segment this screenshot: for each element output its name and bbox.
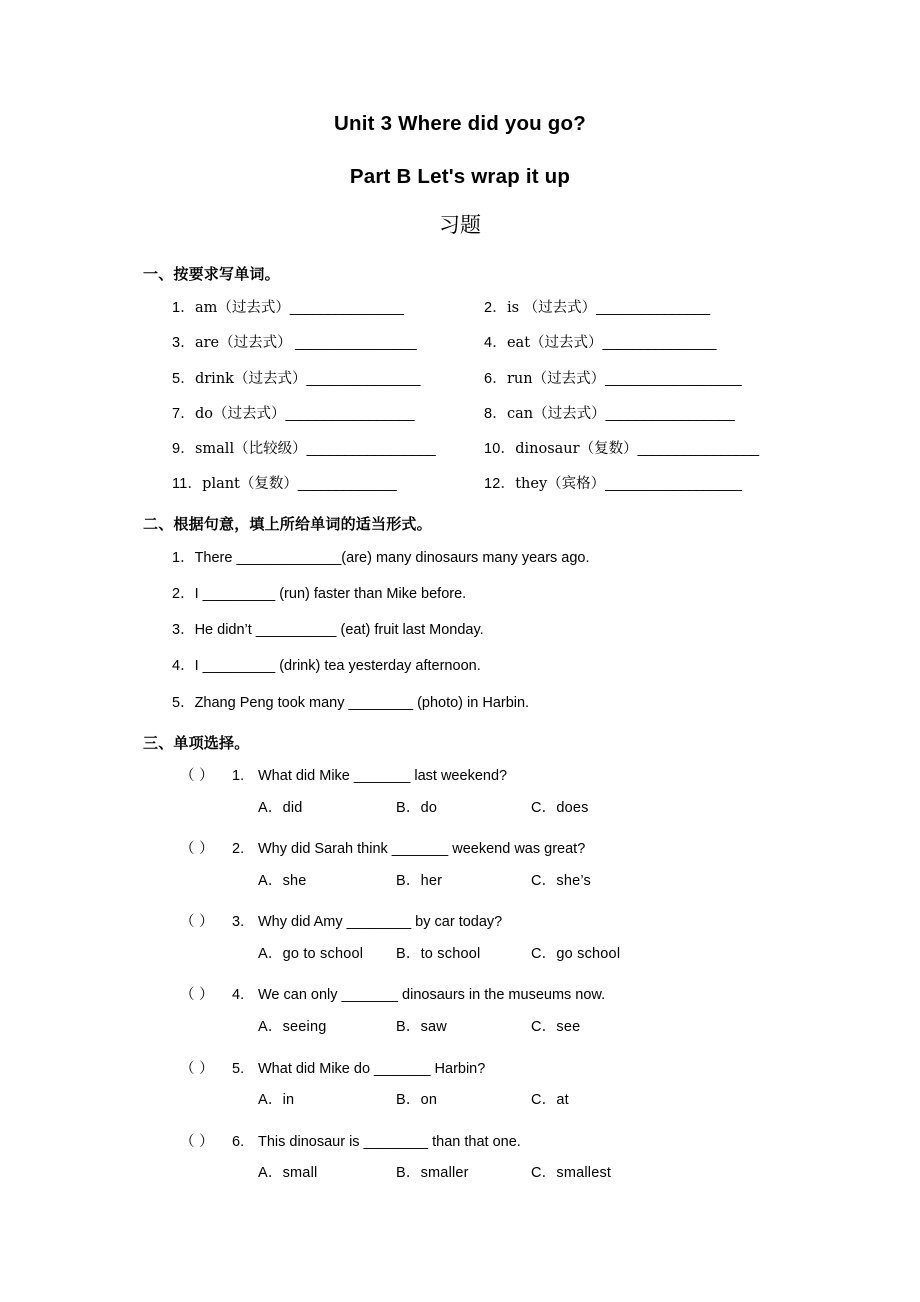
mc-option-a[interactable]: A．go to school: [258, 945, 364, 962]
mc-option-c[interactable]: C．does: [531, 799, 589, 816]
answer-bracket[interactable]: （ ）: [180, 914, 214, 931]
answer-blank[interactable]: _____________: [297, 475, 397, 492]
answer-blank[interactable]: ________________: [291, 335, 417, 352]
item-word: is （过去式）: [506, 300, 597, 317]
mc-option-b[interactable]: B．do: [396, 799, 438, 816]
mc-option-b[interactable]: B．her: [396, 872, 443, 889]
mc-option-b[interactable]: B．on: [396, 1092, 438, 1109]
word-row: [172, 475, 872, 495]
answer-bracket[interactable]: （ ）: [180, 987, 214, 1004]
mc-stem: [180, 913, 920, 933]
word-item-1: [172, 299, 484, 319]
item-number: 8．: [484, 405, 507, 422]
answer-blank[interactable]: _______________: [289, 300, 404, 317]
word-item-8: [484, 405, 872, 425]
mc-stem: [180, 840, 920, 860]
word-item-3: [172, 334, 484, 354]
section-heading-2: 二、根据句意，填上所给单词的适当形式。: [143, 516, 432, 534]
mc-option-c[interactable]: C．she’s: [531, 872, 591, 889]
item-number: 6．: [484, 370, 507, 387]
item-number: 4．: [484, 335, 507, 352]
item-word: are（过去式）: [194, 335, 292, 352]
mc-option-b[interactable]: B．saw: [396, 1019, 447, 1035]
item-number: 11．: [172, 475, 203, 492]
mc-options: [258, 945, 920, 965]
word-item-7: [172, 405, 484, 425]
mc-options: [258, 1164, 920, 1184]
section-heading-1: 一、按要求写单词。: [143, 266, 280, 284]
spacer: [0, 1119, 920, 1133]
item-word: run（过去式）: [506, 370, 606, 387]
item-word: am（过去式）: [194, 300, 290, 317]
question-number: 5.: [232, 1060, 245, 1077]
mc-option-a[interactable]: A．she: [258, 872, 307, 889]
title-block: [0, 0, 920, 238]
answer-bracket[interactable]: （ ）: [180, 1133, 214, 1150]
mc-question-3: [0, 913, 920, 964]
question-number: 1.: [232, 768, 245, 785]
mc-question-1: [0, 767, 920, 818]
mc-option-a[interactable]: A．small: [258, 1165, 318, 1182]
word-item-5: [172, 370, 484, 390]
item-number: 1．: [172, 300, 195, 317]
word-item-11: [172, 475, 484, 495]
mc-option-c[interactable]: C．smallest: [531, 1165, 612, 1182]
fill-item-1[interactable]: 1．There _____________(are) many dinosaurs many years ago.: [172, 550, 590, 567]
answer-blank[interactable]: _______________: [596, 300, 710, 317]
question-text: We can only _______ dinosaurs in the museums now.: [258, 987, 606, 1004]
answer-blank[interactable]: _________________: [285, 405, 415, 422]
item-word: eat（过去式）: [506, 335, 603, 352]
question-number: 2.: [232, 841, 245, 858]
spacer: [0, 972, 920, 986]
answer-blank[interactable]: __________________: [605, 475, 742, 492]
mc-option-a[interactable]: A．seeing: [258, 1019, 327, 1035]
item-word: small（比较级）: [194, 440, 307, 457]
item-word: dinosaur（复数）: [515, 440, 638, 457]
item-number: 3．: [172, 335, 195, 352]
answer-bracket[interactable]: （ ）: [180, 841, 214, 858]
page-subtitle: Part B Let's wrap it up: [349, 164, 571, 188]
spacer: [0, 1046, 920, 1060]
item-number: 9．: [172, 440, 195, 457]
mc-stem: [180, 986, 920, 1006]
mc-option-c[interactable]: C．go school: [531, 945, 621, 962]
item-number: 7．: [172, 405, 195, 422]
mc-question-6: [0, 1133, 920, 1184]
word-item-6: [484, 370, 872, 390]
answer-blank[interactable]: _______________: [306, 370, 420, 387]
word-item-4: [484, 334, 872, 354]
question-text: Why did Amy ________ by car today?: [258, 914, 503, 931]
word-row: [172, 405, 872, 425]
item-number: 5．: [172, 370, 195, 387]
answer-bracket[interactable]: （ ）: [180, 768, 214, 785]
answer-blank[interactable]: _______________: [602, 335, 716, 352]
worksheet-body: [0, 264, 920, 1183]
spacer: [0, 899, 920, 913]
word-item-10: [484, 440, 872, 460]
section-heading-3: 三、单项选择。: [143, 735, 250, 753]
word-row: [172, 370, 872, 390]
question-text: What did Mike _______ last weekend?: [258, 768, 508, 785]
mc-stem: [180, 1060, 920, 1080]
question-number: 3.: [232, 914, 245, 931]
mc-option-a[interactable]: A．did: [258, 799, 303, 816]
word-row: [172, 440, 872, 460]
item-word: they（宾格）: [515, 475, 606, 492]
page-title: Unit 3 Where did you go?: [334, 112, 586, 135]
mc-question-4: [0, 986, 920, 1037]
answer-blank[interactable]: __________________: [605, 370, 742, 387]
question-text: This dinosaur is ________ than that one.: [258, 1133, 521, 1150]
question-text: What did Mike do _______ Harbin?: [258, 1060, 486, 1077]
mc-options: [258, 799, 920, 819]
word-row: [172, 299, 872, 319]
word-row: [172, 334, 872, 354]
answer-blank[interactable]: _________________: [605, 405, 735, 422]
fill-item-4[interactable]: 4．I _________ (drink) tea yesterday afternoon.: [172, 658, 481, 675]
word-item-9: [172, 440, 484, 460]
mc-stem: [180, 1133, 920, 1153]
mc-options: [258, 1018, 920, 1038]
mc-option-b[interactable]: B．to school: [396, 945, 481, 962]
word-item-2: [484, 299, 872, 319]
mc-question-5: [0, 1060, 920, 1111]
item-number: 2．: [484, 300, 507, 317]
mc-stem: [180, 767, 920, 787]
item-word: can（过去式）: [506, 405, 606, 422]
fill-item-2[interactable]: 2．I _________ (run) faster than Mike before.: [172, 586, 467, 603]
mc-option-a[interactable]: A．in: [258, 1092, 295, 1109]
multiple-choice-list: [0, 767, 920, 1184]
word-item-12: [484, 475, 872, 495]
answer-blank[interactable]: _________________: [306, 440, 436, 457]
fill-item-5[interactable]: 5．Zhang Peng took many ________ (photo) in Harbin.: [172, 694, 530, 711]
item-word: plant（复数）: [202, 475, 298, 492]
document-kind-label: 习题: [439, 213, 481, 238]
item-number: 10．: [484, 440, 516, 457]
question-text: Why did Sarah think _______ weekend was great?: [258, 841, 586, 858]
mc-options: [258, 872, 920, 892]
mc-option-c[interactable]: C．see: [531, 1019, 581, 1035]
word-form-grid: [172, 299, 872, 494]
answer-bracket[interactable]: （ ）: [180, 1060, 214, 1077]
answer-blank[interactable]: ________________: [637, 440, 759, 457]
question-number: 4.: [232, 987, 245, 1004]
spacer: [0, 826, 920, 840]
mc-options: [258, 1091, 920, 1111]
item-number: 12．: [484, 475, 516, 492]
mc-option-c[interactable]: C．at: [531, 1092, 569, 1109]
fill-item-3[interactable]: 3．He didn’t __________ (eat) fruit last Monday.: [172, 622, 484, 639]
question-number: 6.: [232, 1133, 245, 1150]
mc-option-b[interactable]: B．smaller: [396, 1165, 469, 1182]
item-word: do（过去式）: [194, 405, 286, 422]
item-word: drink（过去式）: [194, 370, 307, 387]
mc-question-2: [0, 840, 920, 891]
fill-in-blank-list: [172, 549, 920, 713]
